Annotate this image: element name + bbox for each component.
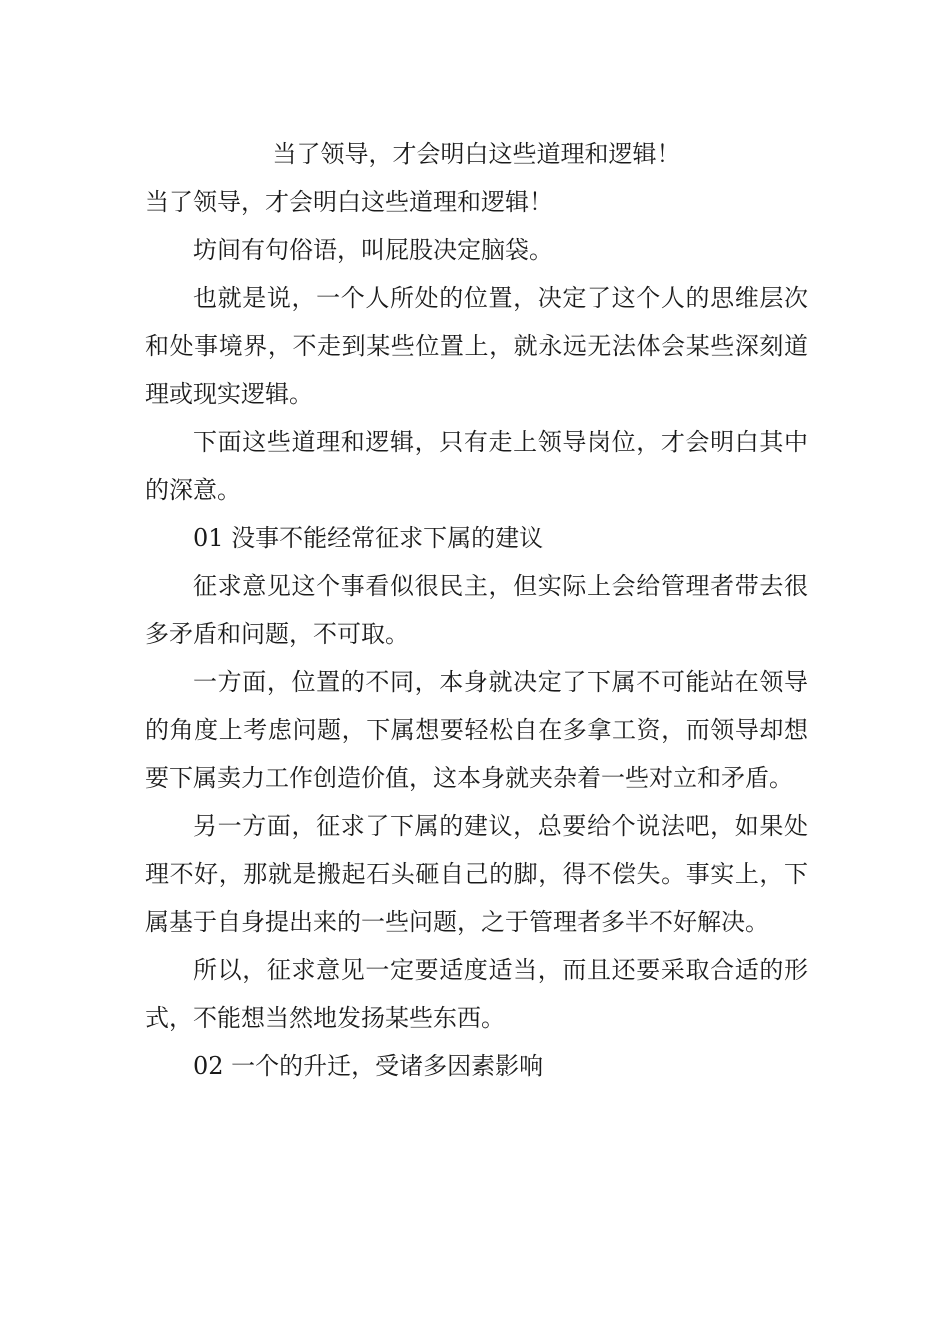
document-body [145,130,808,1090]
document-title: 当了领导，才会明白这些道理和逻辑！ [272,140,681,168]
paragraph: 征求意见这个事看似很民主，但实际上会给管理者带去很多矛盾和问题，不可取。 [145,572,808,648]
paragraph: 下面这些道理和逻辑，只有走上领导岗位，才会明白其中的深意。 [145,428,808,504]
section-heading-01: 01 没事不能经常征求下属的建议 [193,524,544,552]
paragraph: 一方面，位置的不同，本身就决定了下属不可能站在领导的角度上考虑问题，下属想要轻松自在多拿工资，而领导却想要下属卖力工作创造价值，这本身就夹杂着一些对立和矛盾。 [145,668,808,792]
paragraph: 也就是说，一个人所处的位置，决定了这个人的思维层次和处事境界，不走到某些位置上，就永远无法体会某些深刻道理或现实逻辑。 [145,284,808,408]
section-heading-02: 02 一个的升迁，受诸多因素影响 [193,1052,544,1080]
paragraph-repeated-title: 当了领导，才会明白这些道理和逻辑！ [145,188,553,216]
paragraph: 所以，征求意见一定要适度适当，而且还要采取合适的形式，不能想当然地发扬某些东西。 [145,956,808,1032]
paragraph: 另一方面，征求了下属的建议，总要给个说法吧，如果处理不好，那就是搬起石头砸自己的脚，得不偿失。事实上，下属基于自身提出来的一些问题，之于管理者多半不好解决。 [145,812,808,936]
paragraph: 坊间有句俗语，叫屁股决定脑袋。 [193,236,553,264]
